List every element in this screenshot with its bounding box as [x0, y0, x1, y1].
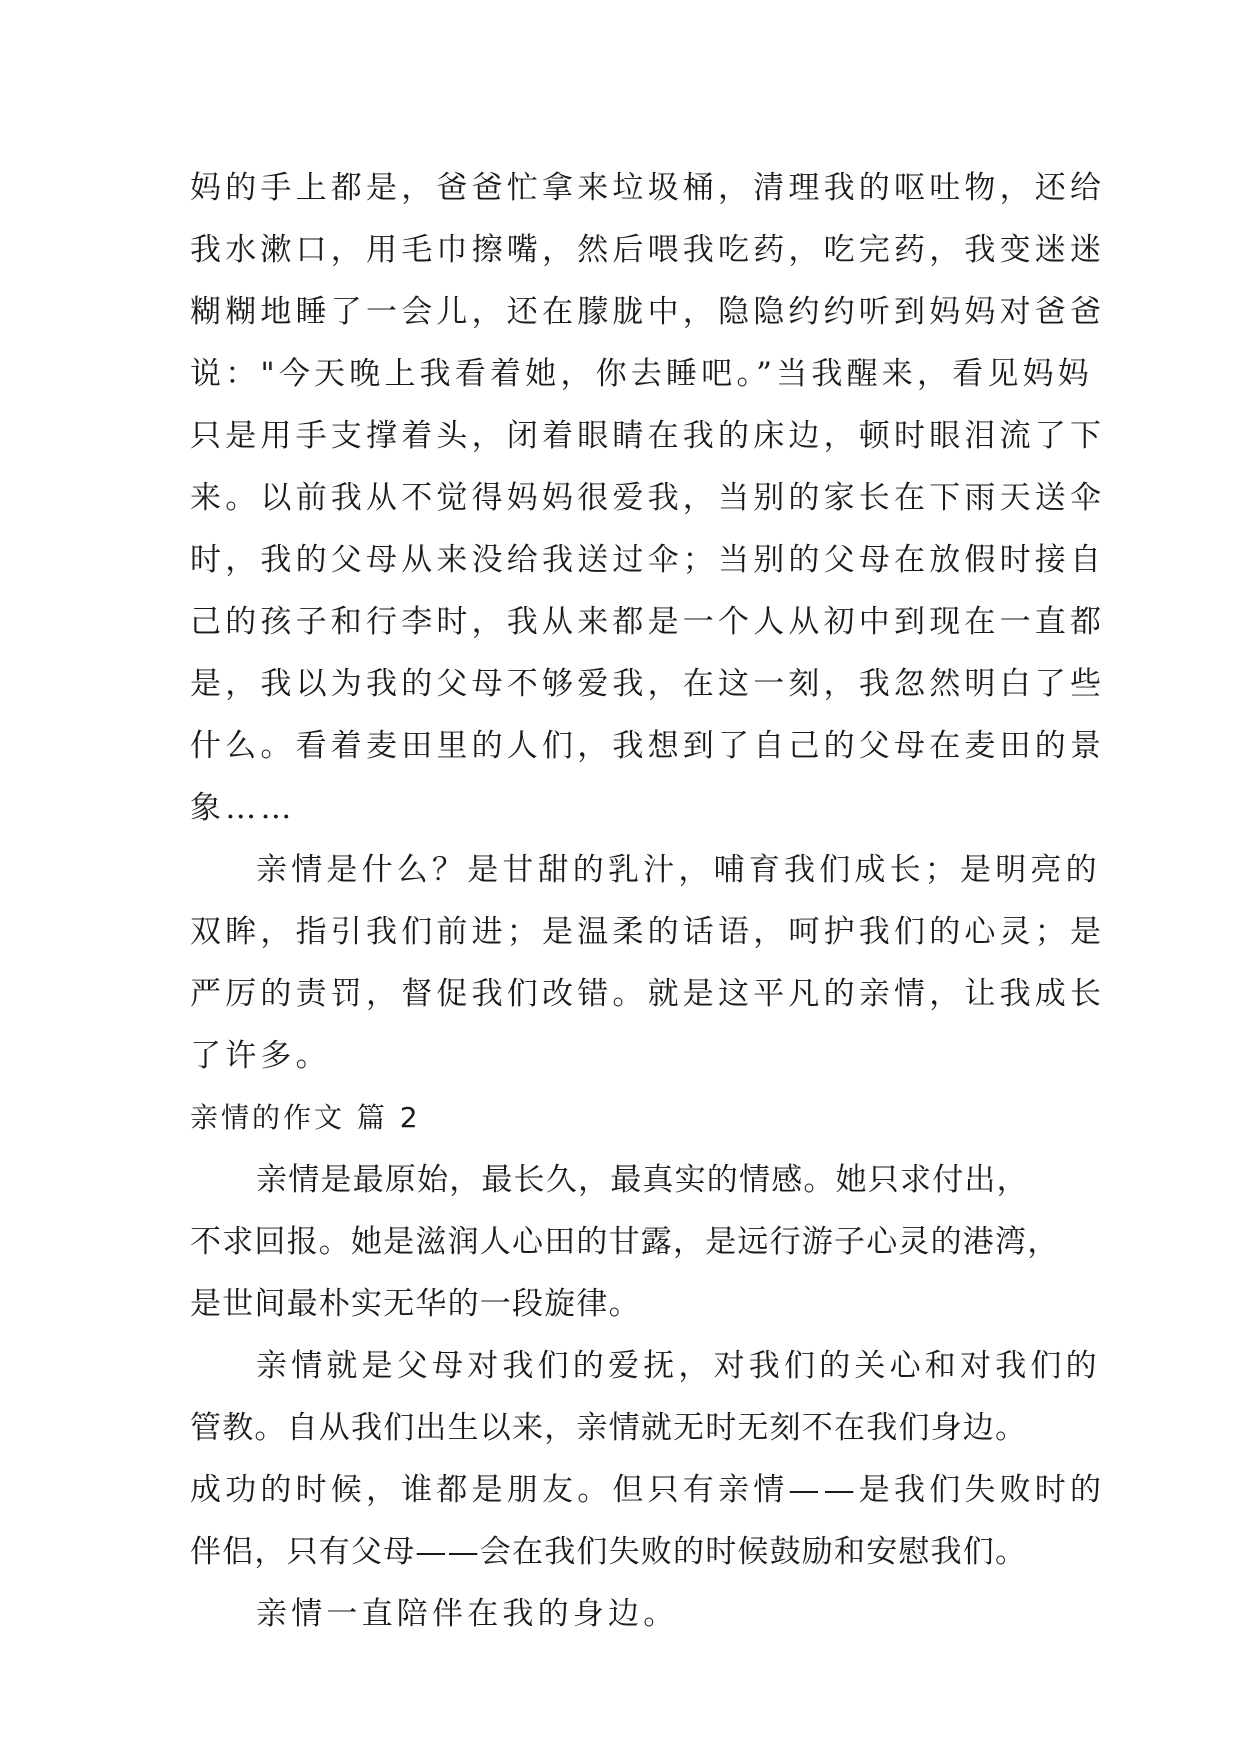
text-line: 管教。自从我们出生以来，亲情就无时无刻不在我们身边。: [190, 1410, 1028, 1446]
text-line: 妈的手上都是，爸爸忙拿来垃圾桶，清理我的呕吐物，还给: [190, 170, 1106, 206]
text-line: 成功的时候，谁都是朋友。但只有亲情——是我们失败时的: [190, 1472, 1106, 1508]
text-line: 亲情一直陪伴在我的身边。: [256, 1596, 679, 1632]
text-line: 亲情就是父母对我们的爱抚，对我们的关心和对我们的: [256, 1348, 1101, 1384]
text-line: 亲情是最原始，最长久，最真实的情感。她只求付出，: [256, 1162, 1029, 1198]
essay2-paragraph-1: [190, 1149, 1060, 1335]
text-line: 亲情是什么？是甘甜的乳汁，哺育我们成长；是明亮的: [256, 852, 1101, 888]
essay2-title: 亲情的作文 篇 2: [190, 1101, 421, 1134]
text-line: 糊糊地睡了一会儿，还在朦胧中，隐隐约约听到妈妈对爸爸: [190, 294, 1106, 330]
text-line: 时，我的父母从来没给我送过伞；当别的父母在放假时接自: [190, 542, 1106, 578]
document-page: [190, 157, 1106, 1645]
text-line: 我水漱口，用毛巾擦嘴，然后喂我吃药，吃完药，我变迷迷: [190, 232, 1106, 268]
text-line: 了许多。: [190, 1038, 331, 1074]
essay2-paragraph-2: [190, 1335, 1106, 1583]
text-line: 来。以前我从不觉得妈妈很爱我，当别的家长在下雨天送伞: [190, 480, 1106, 516]
text-line: 是，我以为我的父母不够爱我，在这一刻，我忽然明白了些: [190, 666, 1106, 702]
text-line: 只是用手支撑着头，闭着眼睛在我的床边，顿时眼泪流了下: [190, 418, 1106, 454]
essay2-paragraph-3: [190, 1583, 1050, 1645]
text-line: 什么。看着麦田里的人们，我想到了自己的父母在麦田的景: [190, 728, 1106, 764]
text-line: 双眸，指引我们前进；是温柔的话语，呵护我们的心灵；是: [190, 914, 1106, 950]
text-line: 伴侣，只有父母——会在我们失败的时候鼓励和安慰我们。: [190, 1534, 1028, 1570]
text-line: 说："今天晚上我看着她，你去睡吧。”当我醒来，看见妈妈: [190, 356, 1094, 392]
text-line: 不求回报。她是滋润人心田的甘露，是远行游子心灵的港湾，: [190, 1224, 1060, 1260]
text-line: 是世间最朴实无华的一段旋律。: [190, 1286, 641, 1322]
essay1-body-paragraph: [190, 157, 1106, 839]
essay1-conclusion-paragraph: [190, 839, 1106, 1087]
text-line: 己的孩子和行李时，我从来都是一个人从初中到现在一直都: [190, 604, 1106, 640]
text-line: 象……: [190, 790, 296, 826]
text-line: 严厉的责罚，督促我们改错。就是这平凡的亲情，让我成长: [190, 976, 1106, 1012]
